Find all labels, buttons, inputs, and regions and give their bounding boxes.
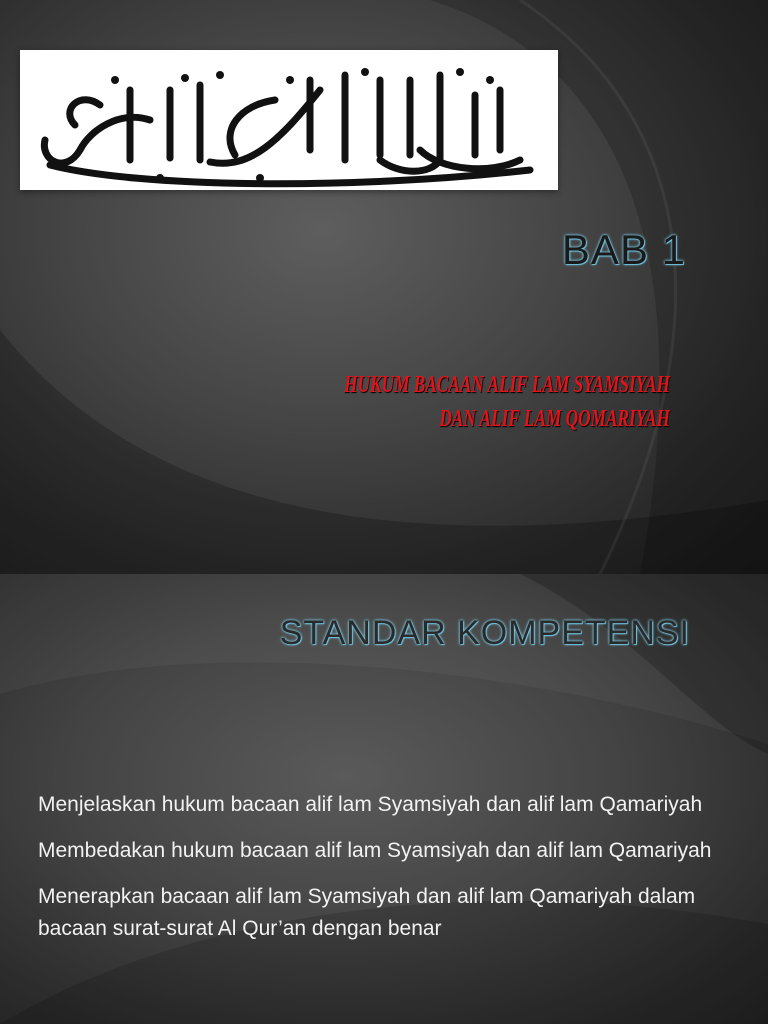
basmala-calligraphy-icon: [20, 50, 558, 190]
chapter-subtitle: [267, 368, 670, 436]
chapter-title: BAB 1: [561, 226, 686, 273]
section-title: STANDAR KOMPETENSI: [279, 614, 690, 652]
competency-item: Menerapkan bacaan alif lam Syamsiyah dan alif lam Qamariyah dalam bacaan surat-surat Al Qur’an dengan benar: [38, 885, 696, 940]
basmala-calligraphy-image: [20, 50, 558, 190]
competency-item: Membedakan hukum bacaan alif lam Syamsiyah dan alif lam Qamariyah: [38, 839, 712, 862]
subtitle-line-2: DAN ALIF LAM QOMARIYAH: [439, 406, 670, 432]
competency-item: Menjelaskan hukum bacaan alif lam Syamsiyah dan alif lam Qamariyah: [38, 793, 703, 816]
slide-2: [0, 574, 768, 1024]
competency-list: [38, 789, 738, 959]
subtitle-line-1: HUKUM BACAAN ALIF LAM SYAMSIYAH: [344, 372, 670, 398]
